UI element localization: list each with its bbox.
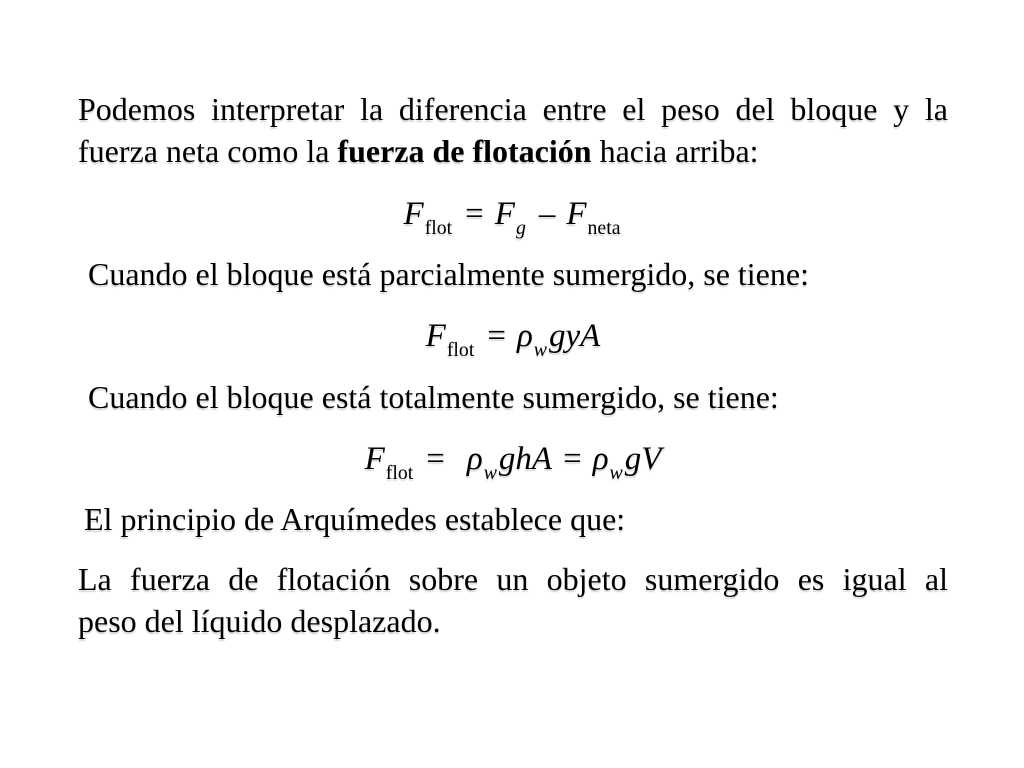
formula-fflot-rho-gha-gv <box>78 436 948 482</box>
equals-sign: = <box>487 318 506 354</box>
minus-sign: – <box>538 196 556 232</box>
var-rho: ρ <box>466 441 483 477</box>
sub-flot: flot <box>424 216 453 239</box>
var-ghA: ghA <box>498 441 553 477</box>
var-F: F <box>403 196 424 232</box>
formula-fflot-rho-gya <box>78 313 948 359</box>
sub-w: w <box>483 461 497 484</box>
archimedes-principle-paragraph <box>78 558 948 642</box>
intro-line-1: Podemos interpretar la diferencia entre el peso del bloque y la <box>78 91 948 127</box>
equals-sign: = <box>563 441 582 477</box>
partially-submerged-text: Cuando el bloque está parcialmente sumergido, se tiene: <box>88 256 809 292</box>
intro-line-2-pre: fuerza neta como la <box>78 133 338 169</box>
intro-line-2 <box>78 130 948 172</box>
bold-fuerza-de-flotacion: fuerza de flotación <box>337 133 592 169</box>
sub-w: w <box>533 338 547 361</box>
var-F: F <box>566 196 587 232</box>
intro-paragraph <box>78 88 948 172</box>
sub-w: w <box>609 461 623 484</box>
principle-line-2: peso del líquido desplazado. <box>78 603 441 639</box>
var-gyA: gyA <box>549 318 601 354</box>
var-rho: ρ <box>516 318 533 354</box>
var-F: F <box>425 318 446 354</box>
totally-submerged-text: Cuando el bloque está totalmente sumergido, se tiene: <box>88 379 779 415</box>
sub-flot: flot <box>385 461 414 484</box>
equals-sign: = <box>426 441 445 477</box>
equals-sign: = <box>465 196 484 232</box>
var-rho: ρ <box>592 441 609 477</box>
archimedes-statement-intro: El principio de Arquímedes establece que: <box>84 501 626 537</box>
sub-flot: flot <box>446 338 475 361</box>
sub-g: g <box>515 216 526 239</box>
var-F: F <box>494 196 515 232</box>
principle-line-1: La fuerza de flotación sobre un objeto sumergido es igual al <box>78 561 948 597</box>
formula-fflot-fg-fneta <box>78 191 948 237</box>
sub-neta: neta <box>587 216 621 239</box>
intro-line-2-post: hacia arriba: <box>591 133 759 169</box>
var-F: F <box>364 441 385 477</box>
var-gV: gV <box>624 441 662 477</box>
